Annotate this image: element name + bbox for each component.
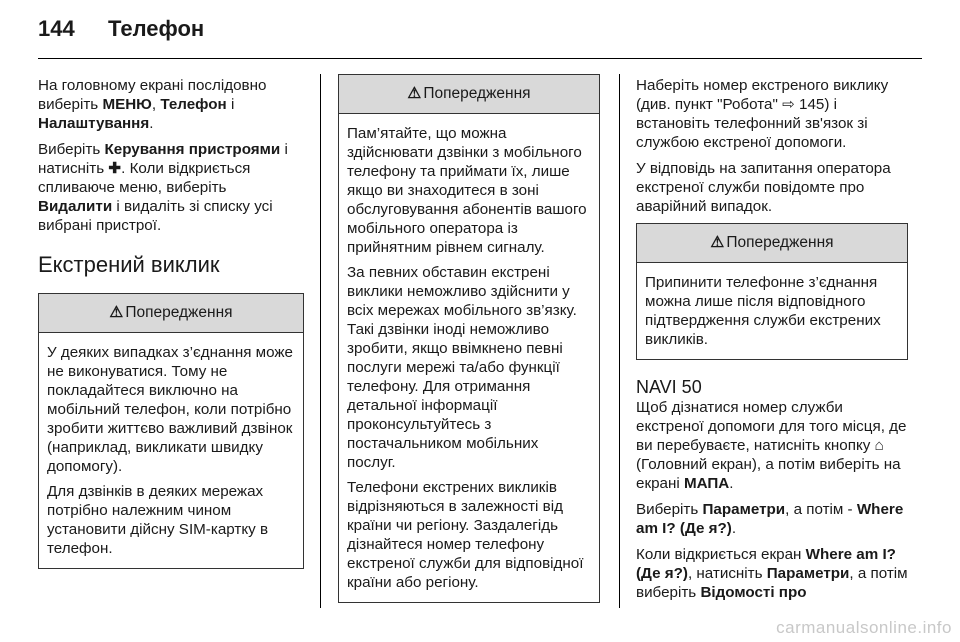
page-number: 144 <box>38 16 75 41</box>
section-heading: Екстрений виклик <box>38 252 220 277</box>
warning-icon: ⚠ <box>109 304 124 321</box>
home-icon: ⌂ <box>874 437 884 454</box>
warning-header: ⚠ Попередження <box>339 75 599 114</box>
warning-text: За певних обставин екстрені виклики неможливо здійснити у всіх мережах мобільного зв’язку. Такі дзвінки іноді неможливо зробити, якщо ввімкнено певні послуги мережі та/або функції телефону. Для отримання детальної інформації проконсультуйтесь з постачальником мобільних послуг. <box>347 264 577 471</box>
subsection-heading: NAVI 50 <box>636 377 702 397</box>
paragraph: Коли відкриється екран Where am I? (Де я?), натисніть Параметри, а потім виберіть Відомості про <box>636 546 908 601</box>
reference-arrow-icon: ⇨ <box>782 96 795 113</box>
warning-icon: ⚠ <box>710 234 725 251</box>
paragraph: Наберіть номер екстреного виклику (див. пункт "Робота" ⇨ 145) і встановіть телефонний зв'язок зі службою екстреної допомоги. <box>636 77 889 151</box>
warning-text: У деяких випадках з’єднання може не виконуватися. Тому не покладайтеся виключно на мобільний телефон, коли потрібно зробити життєво важливий дзвінок (наприклад, викликати швидку допомогу). <box>47 344 293 475</box>
page-header <box>38 16 204 50</box>
column-2 <box>338 74 600 603</box>
watermark-url: carmanualsonline.info <box>776 618 952 637</box>
warning-text: Телефони екстрених викликів відрізняються в залежності від країни чи регіону. Заздалегідь дізнайтеся номер телефону екстреної служби для відповідної країни або регіону. <box>347 479 584 591</box>
column-3 <box>636 76 908 609</box>
paragraph: На головному екрані послідовно виберіть МЕНЮ, Телефон і Налаштування. <box>38 77 267 132</box>
warning-header: ⚠ Попередження <box>637 224 907 263</box>
paragraph: Щоб дізнатися номер служби екстреної допомоги для того місця, де ви перебуваєте, натисніть кнопку ⌂ (Головний екран), а потім виберіть на екрані МАПА. <box>636 399 907 492</box>
column-1 <box>38 76 304 569</box>
warning-box <box>338 74 600 603</box>
paragraph: Виберіть Параметри, а потім - Where am I? (Де я?). <box>636 501 904 537</box>
column-divider-2 <box>619 74 620 608</box>
plus-icon: ✚ <box>108 160 122 177</box>
warning-text: Для дзвінків в деяких мережах потрібно належним чином установити дійсну SIM-картку в телефон. <box>47 483 269 557</box>
page-title: Телефон <box>108 16 205 41</box>
column-divider-1 <box>320 74 321 608</box>
warning-box <box>636 223 908 360</box>
warning-text: Пам’ятайте, що можна здійснювати дзвінки з мобільного телефону та приймати їх, лише якщо ви знаходитеся в зоні обслуговування абонентів вашого мобільного оператора із прийнятним рівнем сигналу. <box>347 125 587 256</box>
warning-header: ⚠ Попередження <box>39 294 303 333</box>
paragraph: У відповідь на запитання оператора екстреної служби повідомте про аварійний випадок. <box>636 160 891 215</box>
header-rule <box>38 58 922 59</box>
warning-icon: ⚠ <box>407 85 422 102</box>
warning-box <box>38 293 304 569</box>
paragraph: Виберіть Керування пристроями і натисніть ✚. Коли відкриється спливаюче меню, виберіть Видалити і видаліть зі списку усі вибрані пристрої. <box>38 141 288 234</box>
warning-text: Припинити телефонне з’єднання можна лише після відповідного підтвердження служби екстрених викликів. <box>645 274 881 348</box>
